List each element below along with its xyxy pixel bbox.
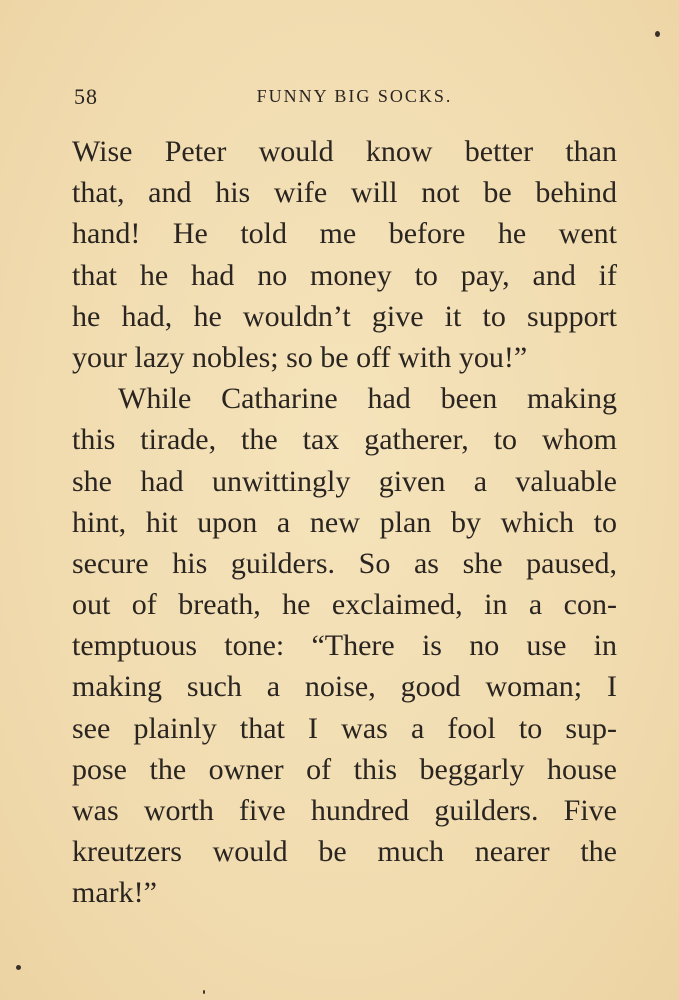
text-line: making such a noise, good woman; I xyxy=(72,670,617,704)
text-line: she had unwittingly given a valuable xyxy=(72,464,617,498)
text-line: out of breath, he exclaimed, in a con- xyxy=(72,588,617,622)
text-line: your lazy nobles; so be off with you!” xyxy=(72,340,528,374)
text-line: secure his guilders. So as she paused, xyxy=(72,546,617,580)
text-line: hand! He told me before he went xyxy=(72,217,617,251)
text-line: kreutzers would be much nearer the xyxy=(72,835,617,869)
text-line: mark!” xyxy=(72,876,157,910)
text-line: Wise Peter would know better than xyxy=(72,135,617,168)
paper-speck xyxy=(655,31,660,37)
text-line: pose the owner of this beggarly house xyxy=(72,752,617,786)
text-line: this tirade, the tax gatherer, to whom xyxy=(72,423,617,457)
page-header xyxy=(74,84,615,112)
text-line: that, and his wife will not be behind xyxy=(72,176,617,210)
text-line: hint, hit upon a new plan by which to xyxy=(72,505,617,539)
paper-speck xyxy=(203,990,205,994)
running-head: FUNNY BIG SOCKS. xyxy=(256,86,453,106)
body-text xyxy=(72,131,617,914)
text-line: temptuous tone: “There is no use in xyxy=(72,629,617,663)
page-number: 58 xyxy=(74,84,98,109)
text-line: that he had no money to pay, and if xyxy=(72,258,617,292)
text-line: see plainly that I was a fool to sup- xyxy=(72,711,617,745)
text-line: he had, he wouldn’t give it to support xyxy=(72,299,617,333)
text-line: While Catharine had been making xyxy=(118,382,617,416)
paper-speck xyxy=(16,965,21,970)
text-line: was worth five hundred guilders. Five xyxy=(72,794,617,827)
